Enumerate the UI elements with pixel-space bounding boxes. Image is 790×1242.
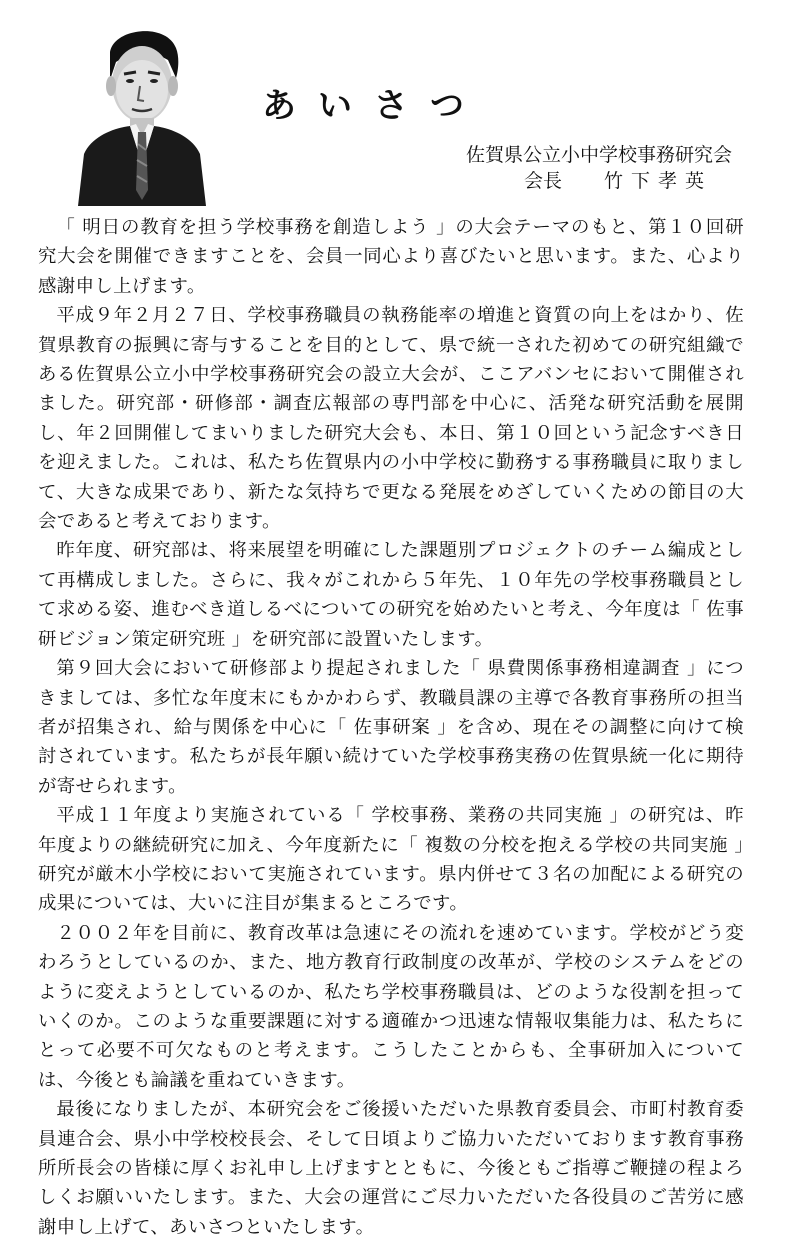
portrait-photo bbox=[70, 14, 208, 206]
paragraph: 平成１１年度より実施されている「 学校事務、業務の共同実施 」の研究は、昨年度よりの継続研究に加え、今年度新たに「 複数の分校を抱える学校の共同実施 」研究が厳木小学校において実施されています。県内併せて３名の加配による研究の成果については、大いに注目が集まるところです。 bbox=[38, 805, 744, 915]
greeting-body bbox=[38, 213, 744, 1242]
paragraph: ２００２年を目前に、教育改革は急速にその流れを速めています。学校がどう変わろうとしているのか、また、地方教育行政制度の改革が、学校のシステムをどのように変えようとしているのか、私たち学校事務職員は、どのような役割を担っていくのか。このような重要課題に対する適確かつ迅速な情報収集能力は、私たちにとって必要不可欠なものと考えます。こうしたことからも、全事研加入については、今後とも論議を重ねていきます。 bbox=[38, 922, 744, 1091]
paragraph: 平成９年２月２７日、学校事務職員の執務能率の増進と資質の向上をはかり、佐賀県教育の振興に寄与することを目的として、県で統一された初めての研究組織である佐賀県公立小中学校事務研究会の設立大会が、ここアバンセにおいて開催されました。研究部・研修部・調査広報部の専門部を中心に、活発な研究活動を展開し、年２回開催してまいりました研究大会も、本日、第１０回という記念すべき日を迎えました。これは、私たち佐賀県内の小中学校に勤務する事務職員に取りまして、大きな成果であり、新たな気持ちで更なる発展をめざしていくための節目の大会であると考えております。 bbox=[38, 305, 744, 533]
paragraph: 最後になりましたが、本研究会をご後援いただいた県教育委員会、市町村教育委員連合会、県小中学校校長会、そして日頃よりご協力いただいております教育事務所所長会の皆様に厚くお礼申し上げますとともに、今後ともご指導ご鞭撻の程よろしくお願いいたします。また、大会の運営にご尽力いただいた各役員のご苦労に感謝申し上げて、あいさつといたします。 bbox=[38, 1099, 744, 1238]
paragraph: 昨年度、研究部は、将来展望を明確にした課題別プロジェクトのチーム編成として再構成しました。さらに、我々がこれから５年先、１０年先の学校事務職員として求める姿、進むべき道しるべについての研究を始めたいと考え、今年度は「 佐事研ビジョン策定研究班 」を研究部に設置いたします。 bbox=[38, 540, 744, 650]
page-title: あいさつ bbox=[262, 86, 486, 126]
paragraph: 第９回大会において研修部より提起されました「 県費関係事務相違調査 」につきましては、多忙な年度末にもかかわらず、教職員課の主導で各教育事務所の担当者が招集され、給与関係を中心に「 佐事研案 」を含め、現在その調整に向けて検討されています。私たちが長年願い続けていた学校事務実務の佐賀県統一化に期待が寄せられます。 bbox=[38, 658, 744, 797]
author-name: 竹下孝英 bbox=[604, 170, 713, 192]
organization-name: 佐賀県公立小中学校事務研究会 bbox=[465, 144, 732, 166]
paragraph: 「 明日の教育を担う学校事務を創造しよう 」の大会テーマのもと、第１０回研究大会を開催できますことを、会員一同心より喜びたいと思います。また、心より感謝申し上げます。 bbox=[38, 217, 744, 297]
author-role: 会長 bbox=[524, 170, 563, 192]
author-line bbox=[524, 166, 712, 193]
